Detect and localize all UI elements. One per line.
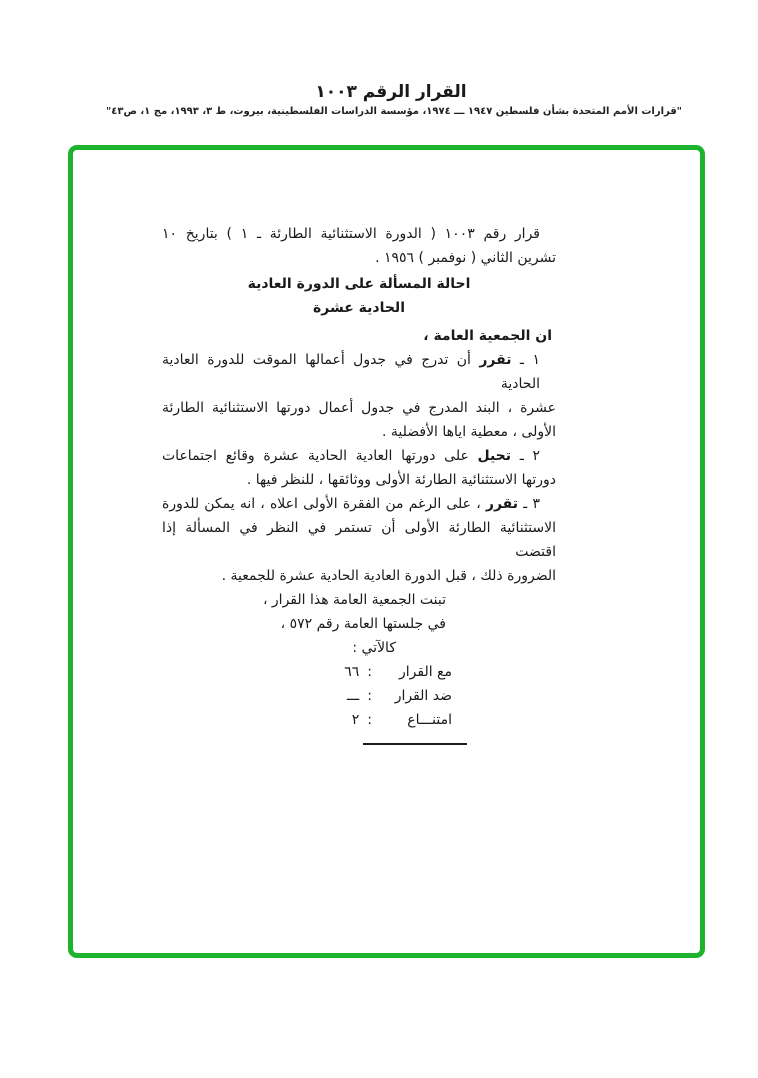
subject-heading: [162, 272, 556, 320]
document-frame: [68, 145, 705, 958]
intro-line-1-text: قرار رقم ١٠٠٣ ( الدورة الاستثنائية الطارئة ـ ١ ) بتاريخ ١٠: [162, 226, 540, 242]
vote-against-label: ضد القرار: [394, 688, 452, 704]
heading-line-2: الحادية عشرة: [313, 300, 405, 316]
paragraph-3-rest: ، على الرغم من الفقرة الأولى اعلاه ، انه يمكن للدورة: [162, 496, 486, 512]
vote-against-colon: :: [367, 688, 372, 704]
paragraph-1-line-3: الأولى ، معطية اياها الأفضلية .: [381, 424, 556, 440]
resolution-title: القرار الرقم ١٠٠٣: [315, 82, 467, 102]
vote-against-count: ـــ: [346, 688, 360, 704]
vote-abstain-count: ٢: [351, 712, 360, 728]
adoption-block: [162, 588, 556, 660]
source-citation: "قرارات الأمم المتحدة بشأن فلسطين ١٩٤٧ ـــ ١٩٧٤، مؤسسة الدراسات الفلسطينية، بيروت، ط ٣، ١٩٩٣، مج ١، ص٤٣": [106, 106, 682, 117]
paragraph-1-number: ١ ـ: [511, 352, 540, 368]
heading-line-1: احالة المسألة على الدورة العادية: [247, 276, 471, 292]
resolution-text: [162, 222, 556, 745]
paragraph-3: [162, 492, 556, 588]
paragraph-1-line-1: [162, 348, 556, 396]
paragraph-1-keyword: تقرر: [479, 352, 512, 368]
vote-row-abstain: [162, 708, 556, 732]
vote-for-label: مع القرار: [398, 664, 452, 680]
paragraph-1-rest: أن تدرج في جدول أعمالها الموقت للدورة العادية الحادية: [162, 352, 540, 392]
intro-line-1: [162, 222, 556, 246]
adoption-line-2: في جلستها العامة رقم ٥٧٢ ،: [280, 616, 446, 632]
vote-row-against: [162, 684, 556, 708]
vote-abstain-label: امتنـــاع: [407, 712, 452, 728]
paragraph-2-line-2: دورتها الاستثنائية الطارئة الأولى ووثائقها ، للنظر فيها .: [246, 472, 556, 488]
preamble-line: ان الجمعية العامة ،: [423, 328, 552, 344]
paragraph-2-number: ٢ ـ: [511, 448, 540, 464]
paragraph-2-rest: على دورتها العادية الحادية عشرة وقائع اجتماعات: [162, 448, 478, 464]
adoption-line-3: كالآتي :: [352, 640, 396, 656]
paragraph-2: [162, 444, 556, 492]
adoption-line-1: تبنت الجمعية العامة هذا القرار ،: [262, 592, 446, 608]
paragraph-3-line-2: الاستثنائية الطارئة الأولى أن تستمر في النظر في المسألة إذا اقتضت: [162, 520, 556, 560]
paragraph-2-line-1: [162, 444, 556, 468]
vote-for-count: ٦٦: [344, 664, 360, 680]
paragraph-1: [162, 348, 556, 444]
paragraph-3-line-1: [162, 492, 556, 516]
separator-line: [363, 743, 467, 745]
paragraph-3-keyword: تقرر: [485, 496, 519, 512]
paragraph-3-line-3: الضرورة ذلك ، قبل الدورة العادية الحادية عشرة للجمعية .: [221, 568, 556, 584]
vote-abstain-colon: :: [367, 712, 372, 728]
intro-line-2: تشرين الثاني ( نوفمبر ) ١٩٥٦ .: [375, 250, 556, 266]
paragraph-1-line-2: عشرة ، البند المدرج في جدول أعمال دورتها الاستثنائية الطارئة: [162, 400, 556, 416]
paragraph-3-number: ٣ ـ: [518, 496, 540, 512]
paragraph-2-keyword: تحيل: [477, 448, 512, 464]
vote-row-for: [162, 660, 556, 684]
vote-results: [162, 660, 556, 732]
vote-for-colon: :: [367, 664, 372, 680]
page-header: [0, 82, 758, 117]
